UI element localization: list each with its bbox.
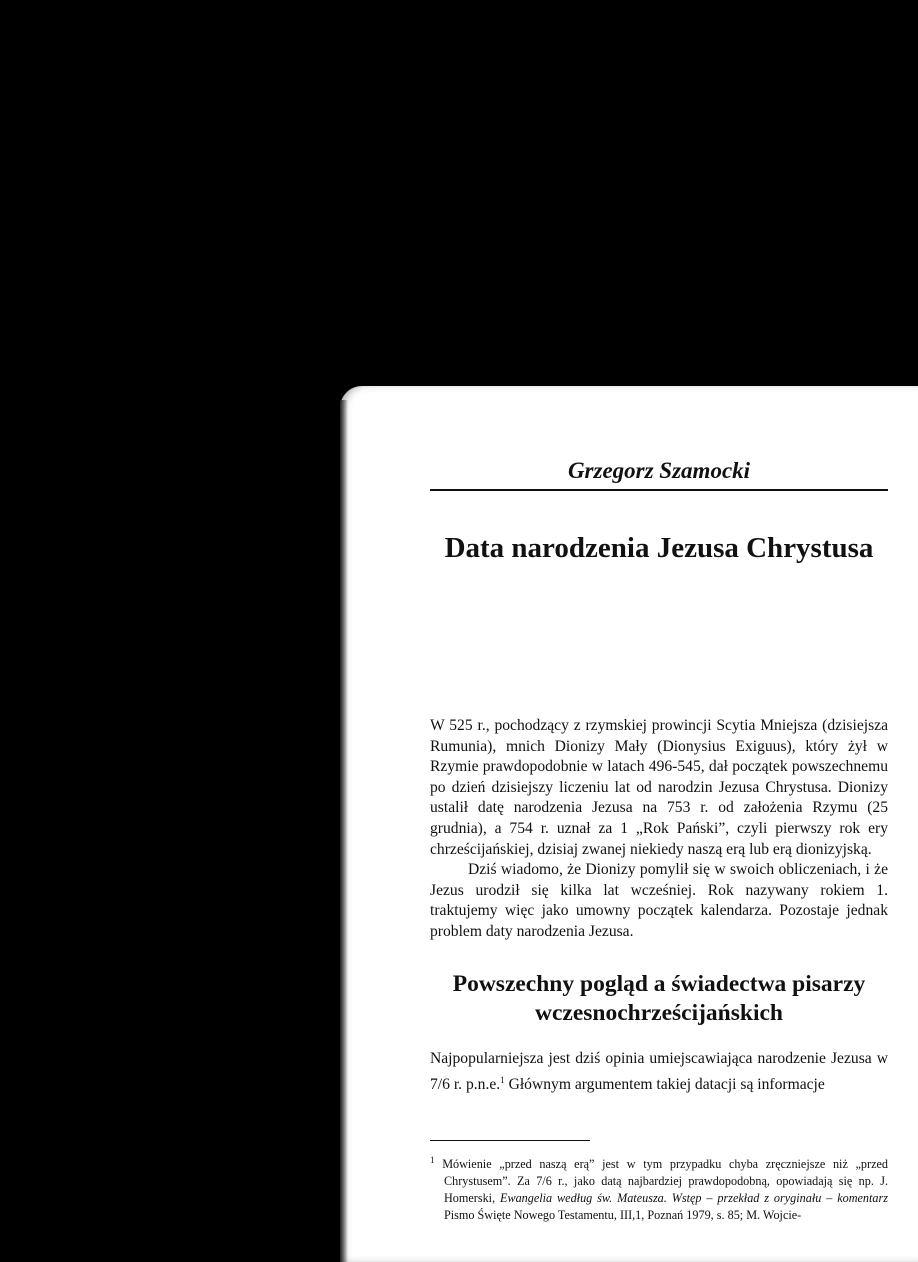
article-title: Data narodzenia Jezusa Chrystusa bbox=[444, 532, 874, 564]
footnote-reference: 1 bbox=[500, 1074, 505, 1085]
body-paragraph-1: W 525 r., pochodzący z rzymskiej prowincji Scytia Mniejsza (dzisiejsza Rumunia), mnich Dionizy Mały (Dionysius Exiguus), który żył w Rzymie prawdopodobnie w latach 496-545, dał początek powszechnemu po dzień dzisiejszy liczeniu lat od narodzin Jezusa Chrystusa. Dionizy ustalił datę narodzenia Jezusa na 753 r. od założenia Rzymu (25 grudnia), a 754 r. uznał za 1 „Rok Pański”, czyli pierwszy rok ery chrześcijańskiej, dzisiaj zwanej niekiedy naszą erą lub erą dionizyjską. bbox=[430, 717, 888, 858]
footnote-number: 1 bbox=[430, 1155, 435, 1165]
author-header: Grzegorz Szamocki bbox=[567, 458, 751, 483]
footnote-italic-title: Ewangelia według św. Mateusza. Wstęp – przekład z oryginału – komentarz bbox=[500, 1191, 888, 1206]
footnote-text-b: Pismo Święte Nowego Testamentu, III,1, Poznań 1979, s. 85; M. Wojcie- bbox=[444, 1208, 802, 1223]
body-paragraph-2: Dziś wiadomo, że Dionizy pomylił się w swoich obliczeniach, i że Jezus urodził się kilka lat wcześniej. Rok nazywany rokiem 1. traktujemy więc jako umowny początek kalendarza. Pozostaje jednak problem daty narodzenia Jezusa. bbox=[430, 861, 888, 940]
page-edge-shadow bbox=[340, 400, 348, 1262]
section-heading: Powszechny pogląd a świadectwa pisarzy wczesnochrześcijańskich bbox=[452, 971, 866, 1026]
footnote bbox=[430, 1152, 888, 1224]
footnote-text-a: Mówienie „przed naszą erą” jest w tym przypadku chyba zręczniejsze niż „przed Chrystusem”. Za 7/6 r., jako datą najbardziej prawdopodobną, opowiadają się np. J. Homerski, bbox=[442, 1157, 888, 1206]
body-paragraph-3 bbox=[430, 1049, 888, 1095]
footnote-rule bbox=[430, 1140, 590, 1141]
paragraph-3-text-a: Najpopularniejsza jest dziś opinia umiejscawiająca narodzenie Jezusa w 7/6 r. p.n.e. bbox=[430, 1050, 888, 1093]
paragraph-3-text-b: Głównym argumentem takiej datacji są informacje bbox=[504, 1075, 825, 1093]
header-rule bbox=[430, 489, 888, 491]
